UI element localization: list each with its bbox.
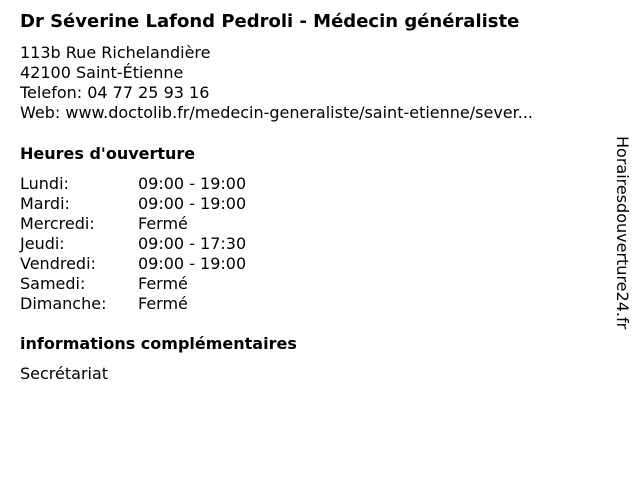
day-label: Vendredi:: [20, 254, 96, 273]
day-hours: 09:00 - 17:30: [138, 234, 247, 253]
site-watermark: Horairesdouverture24.fr: [613, 136, 632, 330]
opening-hours-heading: Heures d'ouverture: [20, 144, 196, 163]
page-title: Dr Séverine Lafond Pedroli - Médecin généraliste: [20, 11, 520, 32]
additional-info-heading: informations complémentaires: [20, 334, 297, 353]
address-line-street: 113b Rue Richelandière: [20, 43, 211, 62]
day-hours: 09:00 - 19:00: [138, 194, 247, 213]
address-line-city: 42100 Saint-Étienne: [20, 63, 184, 82]
day-label: Mercredi:: [20, 214, 95, 233]
website-link[interactable]: Web: www.doctolib.fr/medecin-generaliste/saint-etienne/sever...: [20, 103, 534, 122]
contact-block: [20, 43, 533, 123]
day-hours: Fermé: [138, 214, 188, 233]
day-hours: Fermé: [138, 294, 188, 313]
day-label: Jeudi:: [20, 234, 65, 253]
day-label: Mardi:: [20, 194, 70, 213]
day-label: Dimanche:: [20, 294, 107, 313]
phone-number: Telefon: 04 77 25 93 16: [20, 83, 210, 102]
day-hours: Fermé: [138, 274, 188, 293]
day-label: Lundi:: [20, 174, 69, 193]
day-hours: 09:00 - 19:00: [138, 174, 247, 193]
day-label: Samedi:: [20, 274, 86, 293]
additional-info-text: Secrétariat: [20, 364, 109, 383]
day-hours: 09:00 - 19:00: [138, 254, 247, 273]
